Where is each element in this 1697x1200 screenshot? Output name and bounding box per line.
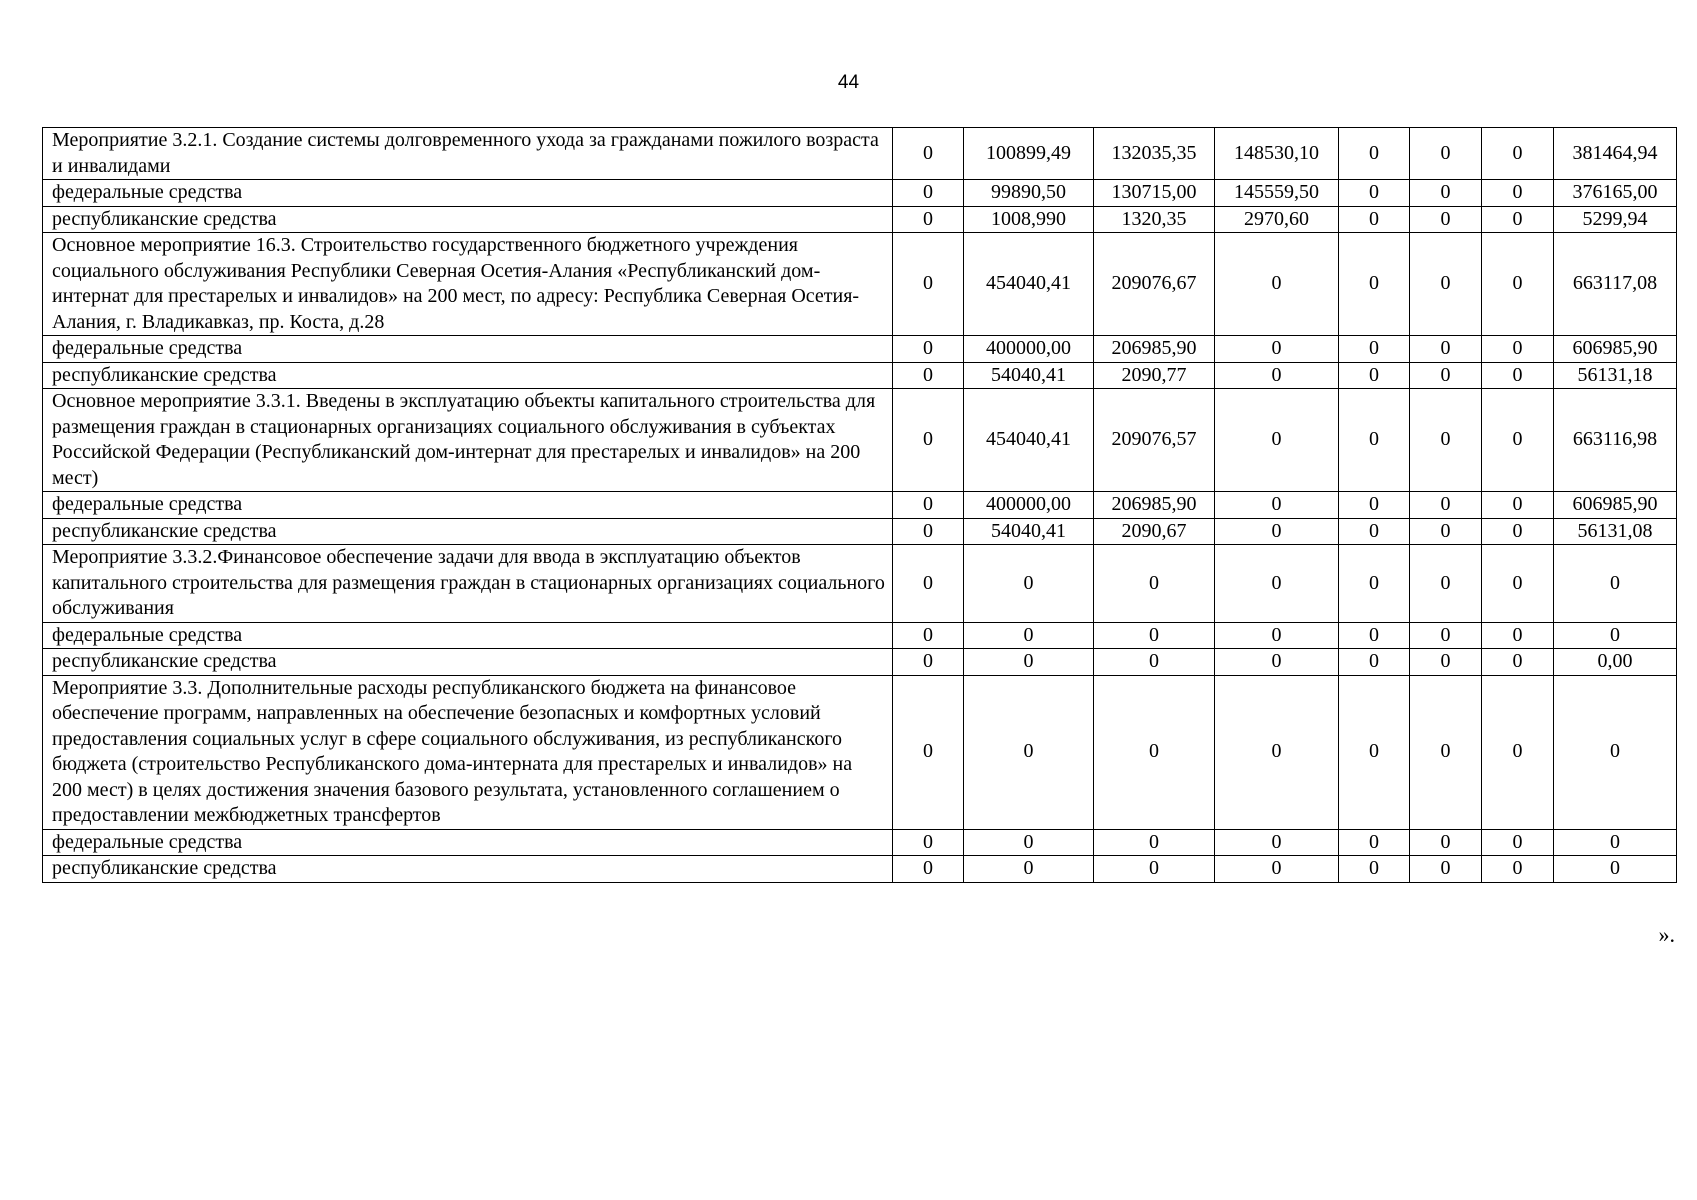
col-3-value: 206985,90 xyxy=(1094,492,1215,519)
row-name: республиканские средства xyxy=(43,362,893,389)
col-5-value: 0 xyxy=(1339,128,1410,180)
total-value: 0 xyxy=(1554,829,1677,856)
col-6-value: 0 xyxy=(1410,675,1482,829)
table-row xyxy=(43,829,1677,856)
col-5-value: 0 xyxy=(1339,389,1410,492)
table-row xyxy=(43,518,1677,545)
col-5-value: 0 xyxy=(1339,545,1410,623)
col-6-value: 0 xyxy=(1410,545,1482,623)
table-row xyxy=(43,389,1677,492)
col-7-value: 0 xyxy=(1482,675,1554,829)
col-4-value: 0 xyxy=(1215,389,1339,492)
col-6-value: 0 xyxy=(1410,128,1482,180)
row-name: Мероприятие 3.3. Дополнительные расходы республиканского бюджета на финансовое обеспечение программ, направленных на обеспечение безопасных и комфортных условий предоставления социальных услуг в сфере социального обслуживания, из республиканского бюджета (строительство Республиканского дома-интерната для престарелых и инвалидов» на 200 мест) в целях достижения значения базового результата, установленного соглашением о предоставлении межбюджетных трансфертов xyxy=(43,675,893,829)
row-name: Основное мероприятие 16.3. Строительство государственного бюджетного учреждения социального обслуживания Республики Северная Осетия-Алания «Республиканский дом-интернат для престарелых и инвалидов» на 200 мест, по адресу: Республика Северная Осетия-Алания, г. Владикавказ, пр. Коста, д.28 xyxy=(43,233,893,336)
col-7-value: 0 xyxy=(1482,362,1554,389)
col-6-value: 0 xyxy=(1410,622,1482,649)
col-4-value: 0 xyxy=(1215,649,1339,676)
col-4-value: 0 xyxy=(1215,233,1339,336)
total-value: 606985,90 xyxy=(1554,336,1677,363)
col-3-value: 2090,77 xyxy=(1094,362,1215,389)
col-4-value: 0 xyxy=(1215,675,1339,829)
col-5-value: 0 xyxy=(1339,206,1410,233)
col-7-value: 0 xyxy=(1482,518,1554,545)
col-2-value: 0 xyxy=(964,545,1094,623)
col-2-value: 400000,00 xyxy=(964,336,1094,363)
col-6-value: 0 xyxy=(1410,362,1482,389)
col-2-value: 454040,41 xyxy=(964,233,1094,336)
col-3-value: 0 xyxy=(1094,829,1215,856)
total-value: 663117,08 xyxy=(1554,233,1677,336)
col-7-value: 0 xyxy=(1482,389,1554,492)
col-6-value: 0 xyxy=(1410,336,1482,363)
col-2-value: 400000,00 xyxy=(964,492,1094,519)
col-5-value: 0 xyxy=(1339,856,1410,883)
col-3-value: 0 xyxy=(1094,856,1215,883)
col-5-value: 0 xyxy=(1339,336,1410,363)
table-row xyxy=(43,545,1677,623)
col-2-value: 99890,50 xyxy=(964,180,1094,207)
col-1-value: 0 xyxy=(893,180,964,207)
col-4-value: 0 xyxy=(1215,856,1339,883)
row-name: федеральные средства xyxy=(43,336,893,363)
col-2-value: 454040,41 xyxy=(964,389,1094,492)
col-1-value: 0 xyxy=(893,545,964,623)
col-7-value: 0 xyxy=(1482,180,1554,207)
col-2-value: 0 xyxy=(964,856,1094,883)
total-value: 0 xyxy=(1554,675,1677,829)
col-2-value: 0 xyxy=(964,649,1094,676)
total-value: 663116,98 xyxy=(1554,389,1677,492)
total-value: 0 xyxy=(1554,622,1677,649)
col-5-value: 0 xyxy=(1339,829,1410,856)
col-7-value: 0 xyxy=(1482,336,1554,363)
closing-quote: ». xyxy=(1658,922,1675,947)
col-5-value: 0 xyxy=(1339,180,1410,207)
row-name: федеральные средства xyxy=(43,622,893,649)
col-3-value: 209076,57 xyxy=(1094,389,1215,492)
col-4-value: 0 xyxy=(1215,829,1339,856)
col-1-value: 0 xyxy=(893,829,964,856)
col-7-value: 0 xyxy=(1482,649,1554,676)
table-row xyxy=(43,675,1677,829)
table-row xyxy=(43,128,1677,180)
col-7-value: 0 xyxy=(1482,829,1554,856)
table-row xyxy=(43,233,1677,336)
budget-table-body xyxy=(43,128,1677,883)
col-4-value: 0 xyxy=(1215,336,1339,363)
col-2-value: 0 xyxy=(964,829,1094,856)
table-row xyxy=(43,336,1677,363)
col-6-value: 0 xyxy=(1410,856,1482,883)
col-1-value: 0 xyxy=(893,622,964,649)
col-7-value: 0 xyxy=(1482,233,1554,336)
col-5-value: 0 xyxy=(1339,362,1410,389)
row-name: Мероприятие 3.2.1. Создание системы долговременного ухода за гражданами пожилого возраста и инвалидами xyxy=(43,128,893,180)
col-7-value: 0 xyxy=(1482,856,1554,883)
col-3-value: 209076,67 xyxy=(1094,233,1215,336)
col-6-value: 0 xyxy=(1410,829,1482,856)
row-name: республиканские средства xyxy=(43,649,893,676)
col-3-value: 130715,00 xyxy=(1094,180,1215,207)
col-5-value: 0 xyxy=(1339,518,1410,545)
col-3-value: 132035,35 xyxy=(1094,128,1215,180)
col-2-value: 1008,990 xyxy=(964,206,1094,233)
total-value: 0 xyxy=(1554,856,1677,883)
col-5-value: 0 xyxy=(1339,649,1410,676)
col-1-value: 0 xyxy=(893,128,964,180)
row-name: республиканские средства xyxy=(43,518,893,545)
total-value: 5299,94 xyxy=(1554,206,1677,233)
col-3-value: 0 xyxy=(1094,545,1215,623)
total-value: 56131,08 xyxy=(1554,518,1677,545)
budget-table xyxy=(42,127,1677,883)
total-value: 56131,18 xyxy=(1554,362,1677,389)
table-row xyxy=(43,649,1677,676)
total-value: 381464,94 xyxy=(1554,128,1677,180)
col-2-value: 54040,41 xyxy=(964,518,1094,545)
total-value: 376165,00 xyxy=(1554,180,1677,207)
row-name: федеральные средства xyxy=(43,829,893,856)
total-value: 0 xyxy=(1554,545,1677,623)
col-4-value: 0 xyxy=(1215,518,1339,545)
col-7-value: 0 xyxy=(1482,622,1554,649)
col-6-value: 0 xyxy=(1410,518,1482,545)
col-4-value: 0 xyxy=(1215,492,1339,519)
col-3-value: 0 xyxy=(1094,622,1215,649)
col-3-value: 0 xyxy=(1094,649,1215,676)
col-1-value: 0 xyxy=(893,675,964,829)
col-5-value: 0 xyxy=(1339,622,1410,649)
col-4-value: 0 xyxy=(1215,362,1339,389)
row-name: федеральные средства xyxy=(43,180,893,207)
col-1-value: 0 xyxy=(893,206,964,233)
col-3-value: 1320,35 xyxy=(1094,206,1215,233)
total-value: 0,00 xyxy=(1554,649,1677,676)
col-1-value: 0 xyxy=(893,649,964,676)
col-1-value: 0 xyxy=(893,389,964,492)
col-5-value: 0 xyxy=(1339,675,1410,829)
col-5-value: 0 xyxy=(1339,492,1410,519)
col-2-value: 0 xyxy=(964,622,1094,649)
col-6-value: 0 xyxy=(1410,492,1482,519)
col-4-value: 0 xyxy=(1215,545,1339,623)
col-1-value: 0 xyxy=(893,336,964,363)
col-4-value: 148530,10 xyxy=(1215,128,1339,180)
table-row xyxy=(43,856,1677,883)
col-6-value: 0 xyxy=(1410,233,1482,336)
col-7-value: 0 xyxy=(1482,128,1554,180)
table-row xyxy=(43,206,1677,233)
total-value: 606985,90 xyxy=(1554,492,1677,519)
col-4-value: 0 xyxy=(1215,622,1339,649)
table-row xyxy=(43,362,1677,389)
col-6-value: 0 xyxy=(1410,206,1482,233)
col-1-value: 0 xyxy=(893,362,964,389)
col-3-value: 0 xyxy=(1094,675,1215,829)
col-2-value: 100899,49 xyxy=(964,128,1094,180)
row-name: Основное мероприятие 3.3.1. Введены в эксплуатацию объекты капитального строительства для размещения граждан в стационарных организациях социального обслуживания в субъектах Российской Федерации (Республиканский дом-интернат для престарелых и инвалидов» на 200 мест) xyxy=(43,389,893,492)
row-name: Мероприятие 3.3.2.Финансовое обеспечение задачи для ввода в эксплуатацию объектов капитального строительства для размещения граждан в стационарных организациях социального обслуживания xyxy=(43,545,893,623)
col-1-value: 0 xyxy=(893,518,964,545)
col-7-value: 0 xyxy=(1482,545,1554,623)
col-6-value: 0 xyxy=(1410,389,1482,492)
col-7-value: 0 xyxy=(1482,206,1554,233)
col-1-value: 0 xyxy=(893,233,964,336)
col-3-value: 2090,67 xyxy=(1094,518,1215,545)
page-number: 44 xyxy=(837,72,860,93)
row-name: федеральные средства xyxy=(43,492,893,519)
col-3-value: 206985,90 xyxy=(1094,336,1215,363)
col-6-value: 0 xyxy=(1410,649,1482,676)
col-5-value: 0 xyxy=(1339,233,1410,336)
col-1-value: 0 xyxy=(893,492,964,519)
col-4-value: 145559,50 xyxy=(1215,180,1339,207)
col-7-value: 0 xyxy=(1482,492,1554,519)
row-name: республиканские средства xyxy=(43,856,893,883)
col-6-value: 0 xyxy=(1410,180,1482,207)
col-2-value: 54040,41 xyxy=(964,362,1094,389)
table-row xyxy=(43,492,1677,519)
col-2-value: 0 xyxy=(964,675,1094,829)
row-name: республиканские средства xyxy=(43,206,893,233)
table-row xyxy=(43,180,1677,207)
col-1-value: 0 xyxy=(893,856,964,883)
col-4-value: 2970,60 xyxy=(1215,206,1339,233)
table-row xyxy=(43,622,1677,649)
